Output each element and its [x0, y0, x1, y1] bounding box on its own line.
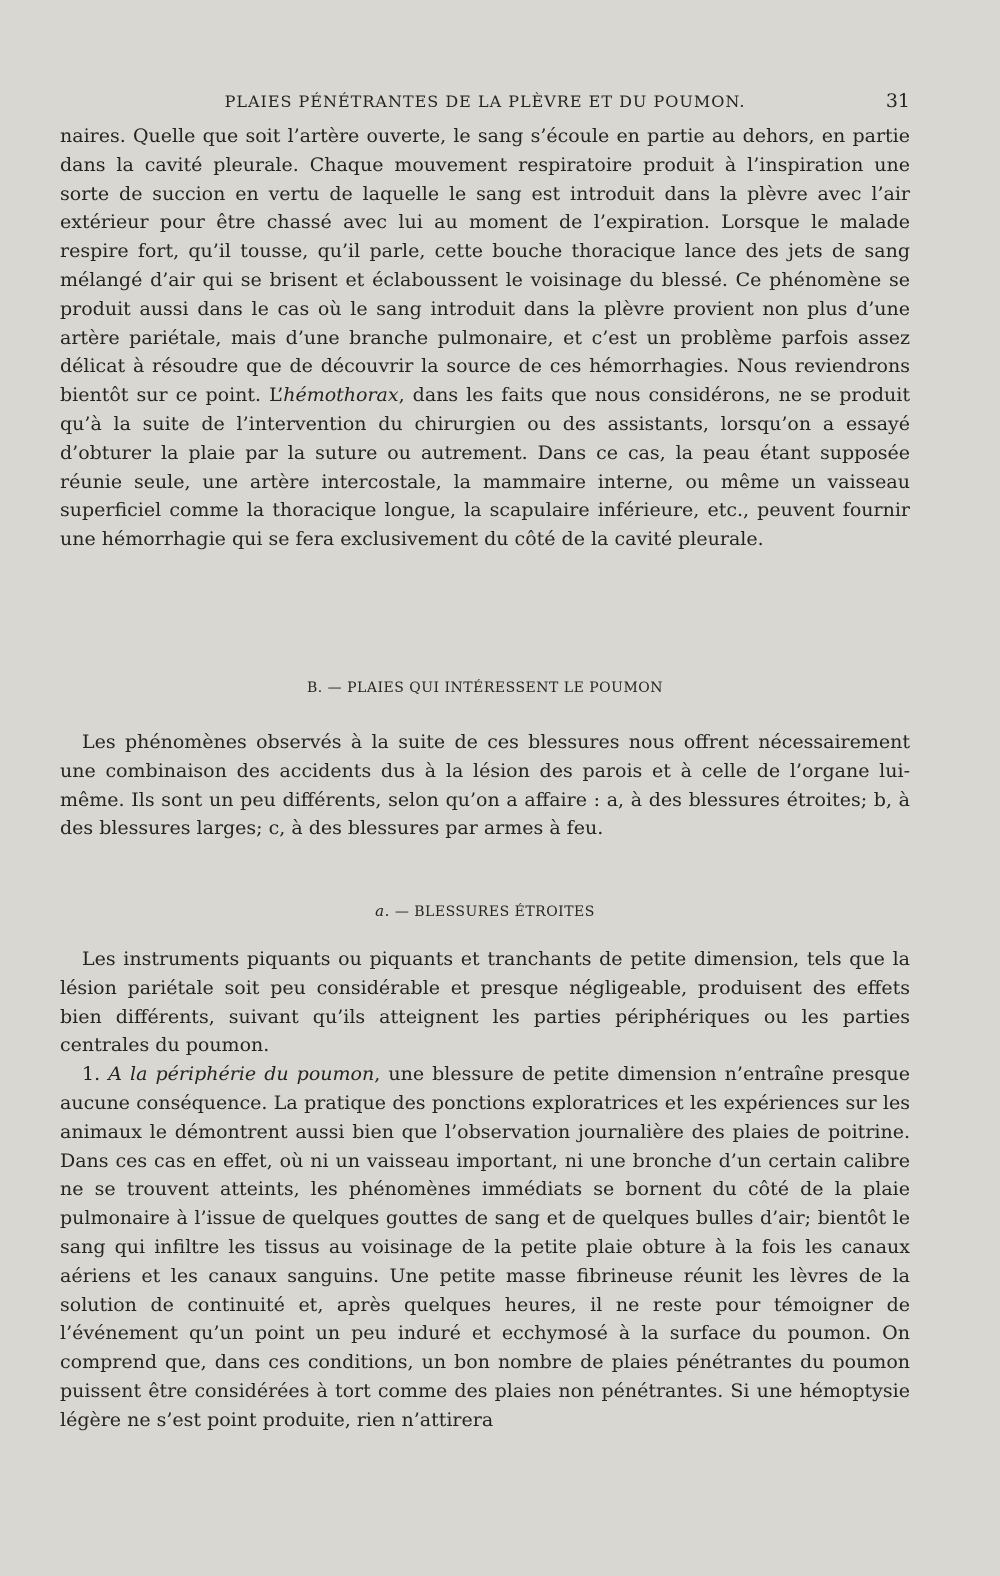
subsection-title: — BLESSURES ÉTROITES — [394, 904, 595, 920]
page-header — [60, 88, 910, 118]
paragraph-text: naires. Quelle que soit l’artère ouverte, le sang s’écoule en partie au dehors, en partie dans la cavité pleurale. Chaque mouvement respiratoire produit à l’inspiration une sorte de succion en vertu de laquelle le sang est introduit dans la plèvre avec l’air extérieur pour être chassé avec lui au moment de l’expiration. Lorsque le malade respire fort, qu’il tousse, qu’il parle, cette bouche thoracique lance des jets de sang mélangé d’air qui se brisent et éclaboussent le voisinage du blessé. Ce phénomène se produit aussi dans le cas où le sang introduit dans la plèvre provient non plus d’une artère pariétale, mais d’une branche pulmonaire, et c’est un problème parfois assez délicat à résoudre que de découvrir la source de ces hémorrhagies. Nous reviendrons bientôt sur ce point. L’ — [60, 125, 910, 407]
paragraph-text: , une blessure de petite dimension n’entraîne presque aucune conséquence. La pratique des ponctions exploratrices et les expériences sur les animaux le démontrent aussi bien que l’observation journalière des plaies de poitrine. Dans ces cas en effet, où ni un vaisseau important, ni une bronche d’un certain calibre ne se trouvent atteints, les phénomènes immédiats se bornent du côté de la plaie pulmonaire à l’issue de quelques gouttes de sang et de quelques bulles d’air; bientôt le sang qui infiltre les tissus au voisinage de la petite plaie obture à la fois les canaux aériens et les canaux sanguins. Une petite masse fibrineuse réunit les lèvres de la solution de continuité et, après quelques heures, il ne reste pour témoigner de l’événement qu’un point un peu induré et ecchymosé à la surface du poumon. On comprend que, dans ces conditions, un bon nombre de plaies pénétrantes du poumon puissent être considérées à tort comme des plaies non pénétrantes. Si une hémoptysie légère ne s’est point produite, rien n’attirera — [60, 1063, 910, 1431]
paragraph-periphery — [60, 1060, 910, 1434]
text-block-2 — [60, 728, 910, 843]
item-number: 1. — [82, 1063, 109, 1086]
paragraph-continuation — [60, 122, 910, 554]
paragraph-text: , dans les faits que nous considérons, ne se produit qu’à la suite de l’intervention du chirurgien ou des assistants, lorsqu’on a essayé d’obturer la plaie par la suture ou autrement. Dans ce cas, la peau étant supposée réunie seule, une artère intercostale, la mammaire interne, ou même un vaisseau superficiel comme la thoracique longue, la scapulaire inférieure, etc., peuvent fournir une hémorrhagie qui se fera exclusivement du côté de la cavité pleurale. — [60, 384, 910, 551]
text-block-1 — [60, 122, 910, 554]
subsection-heading-a — [60, 902, 910, 920]
italic-heading: A la périphérie du poumon — [108, 1063, 375, 1086]
page-number: 31 — [885, 90, 910, 112]
running-title: PLAIES PÉNÉTRANTES DE LA PLÈVRE ET DU POUMON. — [224, 92, 746, 111]
paragraph-intro: Les phénomènes observés à la suite de ces blessures nous offrent nécessairement une combinaison des accidents dus à la lésion des parois et à celle de l’organe lui-même. Ils sont un peu différents, selon qu’on a affaire : a, à des blessures étroites; b, à des blessures larges; c, à des blessures par armes à feu. — [60, 731, 910, 840]
italic-term: hémothorax — [283, 384, 399, 407]
paragraph-instruments: Les instruments piquants ou piquants et tranchants de petite dimension, tels que la lésion pariétale soit peu considérable et presque négligeable, produisent des effets bien différents, suivant qu’ils atteignent les parties périphériques ou les parties centrales du poumon. — [60, 948, 910, 1057]
section-heading-b: B. — PLAIES QUI INTÉRESSENT LE POUMON — [306, 680, 664, 696]
text-block-3 — [60, 945, 910, 1435]
subsection-letter: a. — [375, 902, 390, 920]
